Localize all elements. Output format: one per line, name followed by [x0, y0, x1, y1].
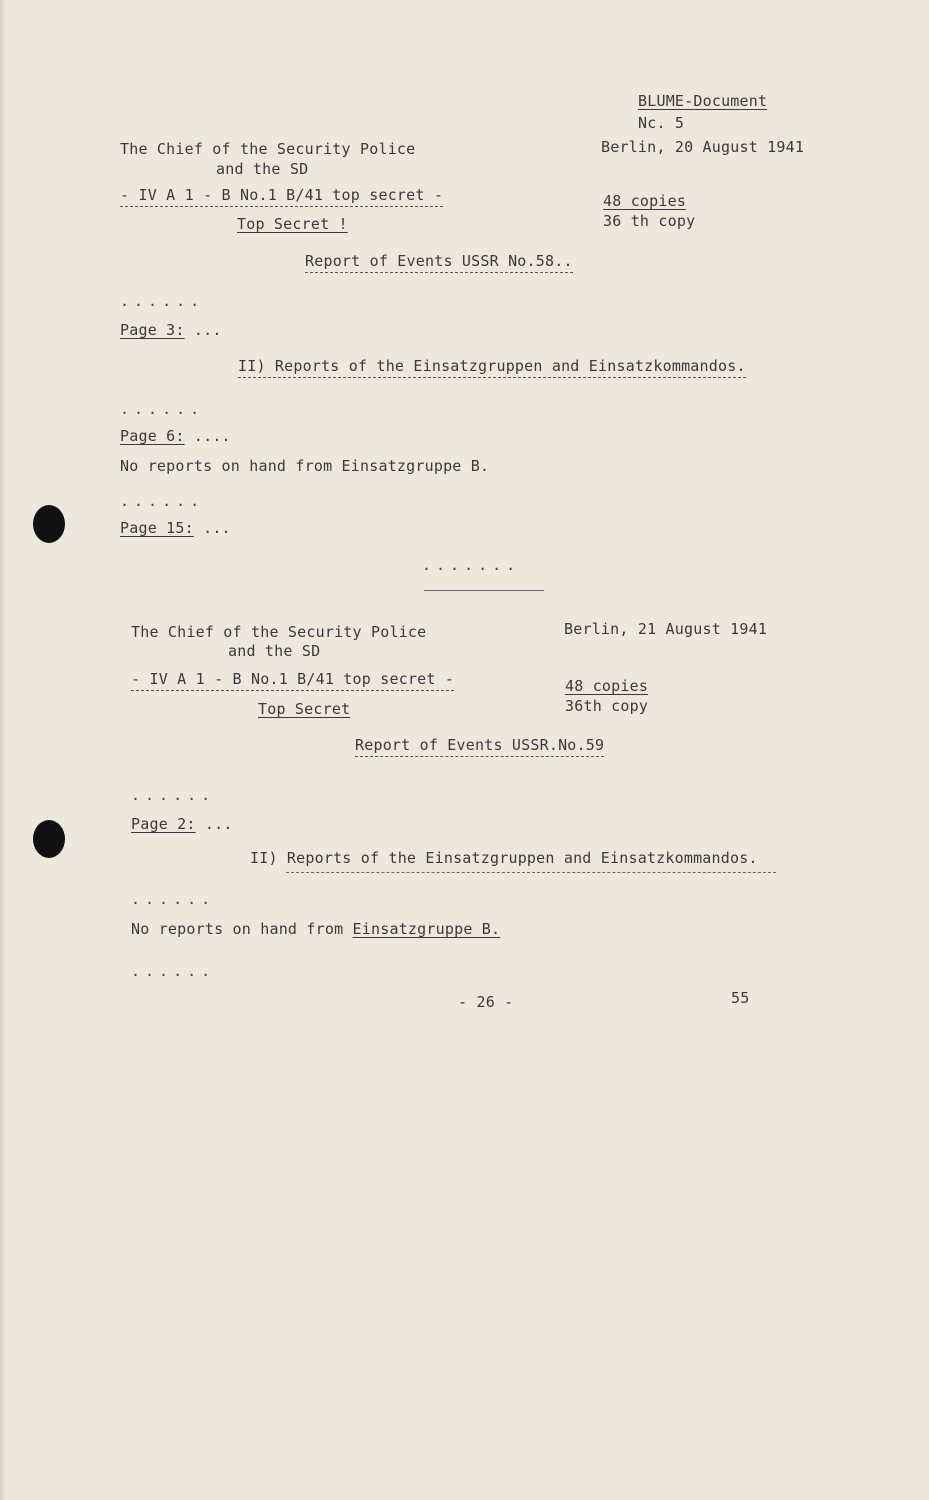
report2-no-reports — [131, 920, 500, 938]
report1-ellipsis-3: ...... — [120, 492, 205, 510]
report2-title: Report of Events USSR.No.59 — [355, 736, 604, 757]
report1-copy-number: 36 th copy — [603, 212, 696, 230]
report2-date: Berlin, 21 August 1941 — [564, 620, 768, 638]
page-ref-label: Page 2: — [131, 815, 196, 833]
page-ref-label: Page 3: — [120, 321, 185, 339]
report1-page-ref-3 — [120, 519, 231, 537]
report1-classification: Top Secret ! — [237, 215, 348, 233]
page-ref-label: Page 15: — [120, 519, 194, 537]
report2-sender-line2: and the SD — [228, 642, 321, 660]
report2-section-heading — [250, 849, 758, 867]
report2-page-ref-1 — [131, 815, 233, 833]
report2-ellipsis-2: ...... — [131, 890, 216, 908]
page-ref-ellipsis: ... — [193, 321, 222, 339]
no-reports-text: No reports on hand from — [131, 920, 353, 938]
punch-hole-upper — [33, 505, 65, 543]
report2-classification: Top Secret — [258, 700, 351, 718]
einsatzgruppe-name: Einsatzgruppe B. — [352, 920, 501, 938]
report1-section-heading: II) Reports of the Einsatzgruppen and Einsatzkommandos. — [238, 357, 746, 378]
report2-copy-number: 36th copy — [565, 697, 649, 715]
document-stamp-number: Nc. 5 — [638, 114, 685, 132]
sheet-number: 55 — [731, 989, 750, 1007]
report1-page-ref-2 — [120, 427, 231, 445]
report2-section-underline — [286, 872, 776, 873]
document-stamp-title: BLUME-Document — [638, 92, 768, 110]
report2-ellipsis-1: ...... — [131, 786, 216, 804]
report1-ellipsis-1: ...... — [120, 292, 205, 310]
page-number: - 26 - — [458, 993, 514, 1011]
report2-sender-line1: The Chief of the Security Police — [131, 623, 427, 641]
report2-ellipsis-3: ...... — [131, 962, 216, 980]
page-ref-label: Page 6: — [120, 427, 185, 445]
report1-page-ref-1 — [120, 321, 222, 339]
report2-copies: 48 copies — [565, 677, 649, 695]
report1-date: Berlin, 20 August 1941 — [601, 138, 805, 156]
report1-sender-line1: The Chief of the Security Police — [120, 140, 416, 158]
separator-dots: ....... — [422, 556, 521, 574]
page-ref-ellipsis: .... — [193, 427, 231, 445]
report1-reference: - IV A 1 - B No.1 B/41 top secret - — [120, 186, 443, 207]
paper-edge-shadow — [0, 0, 6, 1500]
section-heading-text: II) Reports of the Einsatzgruppen and Einsatzkommandos. — [250, 849, 758, 867]
page-ref-ellipsis: ... — [203, 519, 231, 537]
punch-hole-lower — [33, 820, 65, 858]
report1-title: Report of Events USSR No.58.. — [305, 252, 573, 273]
report2-reference: - IV A 1 - B No.1 B/41 top secret - — [131, 670, 454, 691]
separator-rule — [424, 590, 544, 591]
report1-sender-line2: and the SD — [216, 160, 309, 178]
report1-copies: 48 copies — [603, 192, 687, 210]
page-ref-ellipsis: ... — [204, 815, 233, 833]
report1-ellipsis-2: ...... — [120, 400, 205, 418]
report1-no-reports: No reports on hand from Einsatzgruppe B. — [120, 457, 490, 475]
